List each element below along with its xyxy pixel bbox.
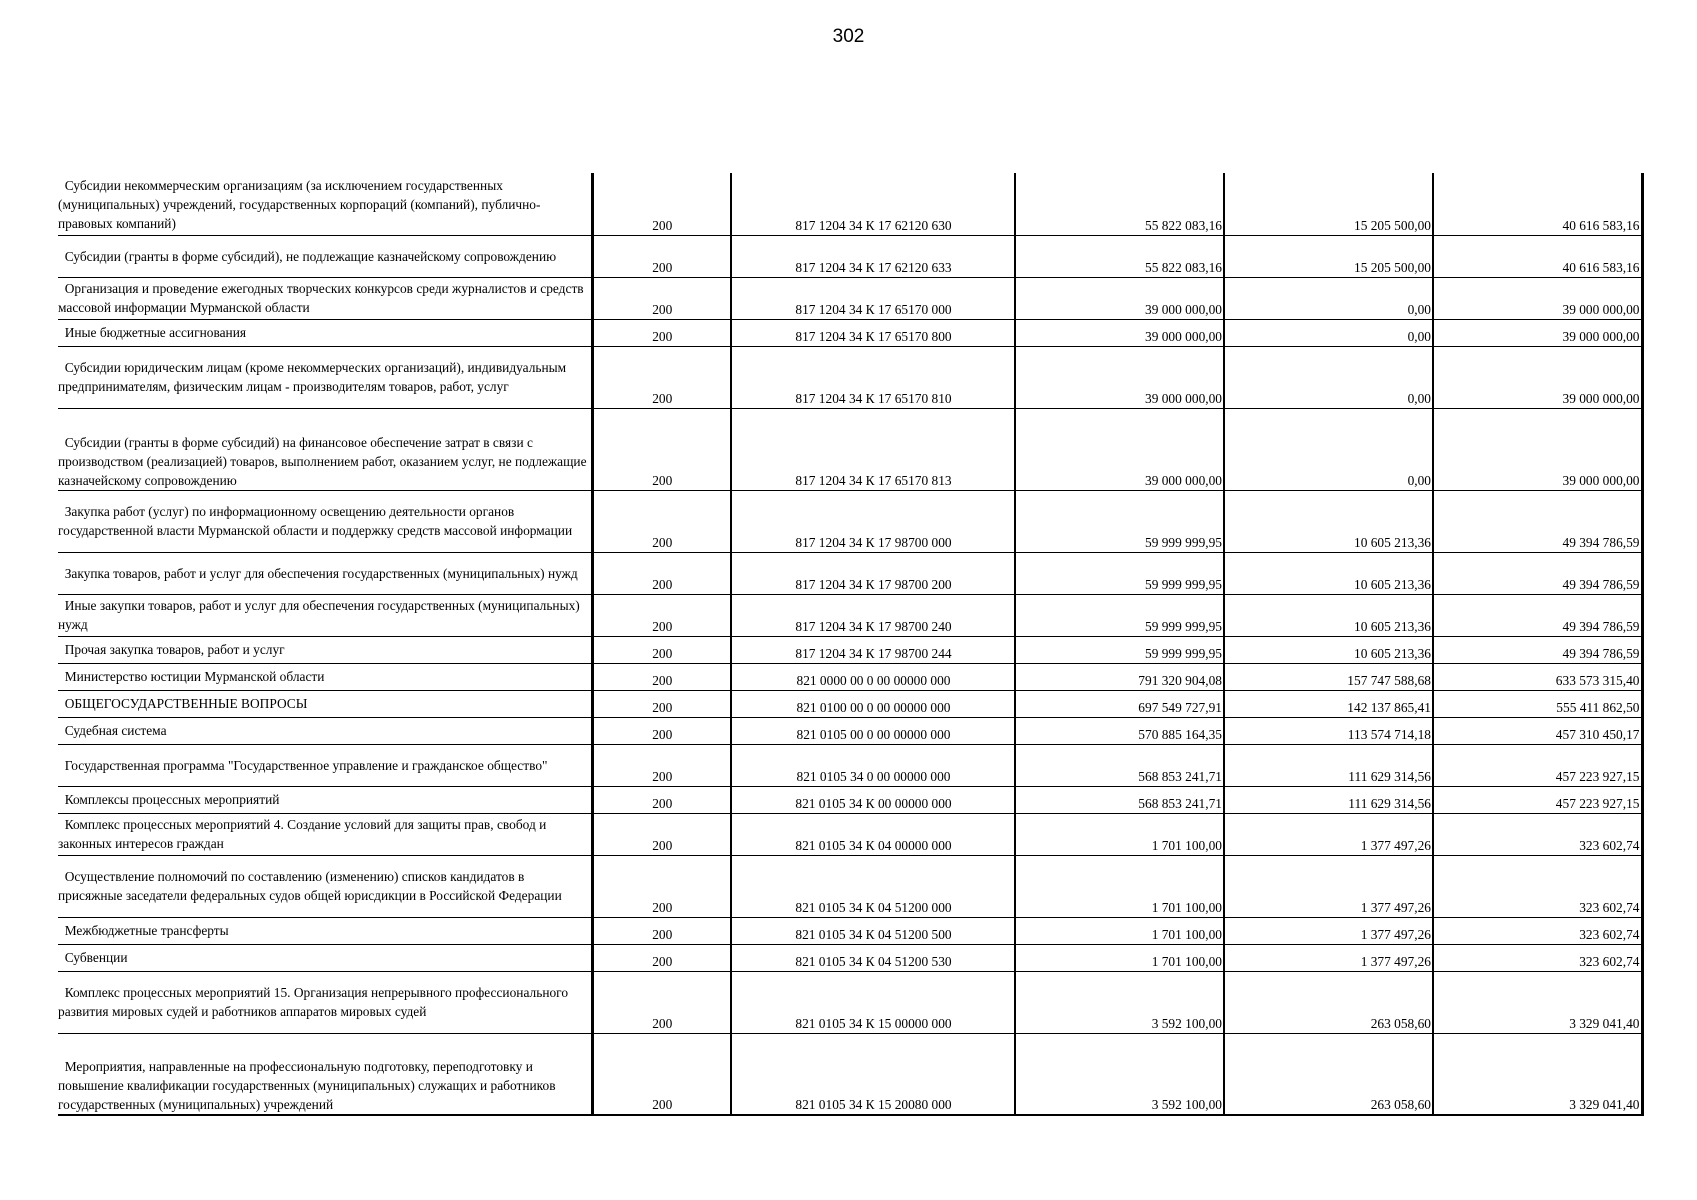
row-executed: 142 137 865,41 bbox=[1224, 690, 1433, 717]
row-name: Иные бюджетные ассигнования bbox=[58, 319, 592, 346]
row-unexecuted: 39 000 000,00 bbox=[1433, 346, 1642, 408]
row-code: 200 bbox=[592, 944, 731, 971]
row-code: 200 bbox=[592, 744, 731, 786]
row-unexecuted: 457 223 927,15 bbox=[1433, 744, 1642, 786]
row-unexecuted: 49 394 786,59 bbox=[1433, 552, 1642, 594]
row-classification: 821 0105 34 К 00 00000 000 bbox=[731, 786, 1015, 813]
row-classification: 817 1204 34 К 17 98700 200 bbox=[731, 552, 1015, 594]
row-code: 200 bbox=[592, 173, 731, 235]
row-unexecuted: 555 411 862,50 bbox=[1433, 690, 1642, 717]
row-approved: 1 701 100,00 bbox=[1015, 855, 1224, 917]
row-name: Субвенции bbox=[58, 944, 592, 971]
table-row bbox=[58, 277, 1642, 319]
row-approved: 55 822 083,16 bbox=[1015, 173, 1224, 235]
table-body bbox=[58, 173, 1642, 1115]
table-row bbox=[58, 552, 1642, 594]
row-executed: 1 377 497,26 bbox=[1224, 944, 1433, 971]
row-executed: 0,00 bbox=[1224, 277, 1433, 319]
row-name: Судебная система bbox=[58, 717, 592, 744]
row-unexecuted: 49 394 786,59 bbox=[1433, 490, 1642, 552]
row-code: 200 bbox=[592, 235, 731, 277]
row-executed: 0,00 bbox=[1224, 408, 1433, 490]
row-classification: 817 1204 34 К 17 65170 813 bbox=[731, 408, 1015, 490]
row-executed: 10 605 213,36 bbox=[1224, 594, 1433, 636]
row-code: 200 bbox=[592, 717, 731, 744]
row-unexecuted: 323 602,74 bbox=[1433, 944, 1642, 971]
row-unexecuted: 49 394 786,59 bbox=[1433, 636, 1642, 663]
row-classification: 817 1204 34 К 17 65170 810 bbox=[731, 346, 1015, 408]
row-code: 200 bbox=[592, 319, 731, 346]
table-row bbox=[58, 235, 1642, 277]
row-approved: 3 592 100,00 bbox=[1015, 1033, 1224, 1115]
row-approved: 697 549 727,91 bbox=[1015, 690, 1224, 717]
budget-execution-table bbox=[58, 173, 1644, 1116]
row-classification: 821 0105 34 К 04 00000 000 bbox=[731, 813, 1015, 855]
row-name: Межбюджетные трансферты bbox=[58, 917, 592, 944]
row-executed: 15 205 500,00 bbox=[1224, 235, 1433, 277]
row-classification: 821 0105 00 0 00 00000 000 bbox=[731, 717, 1015, 744]
row-code: 200 bbox=[592, 917, 731, 944]
row-name: Осуществление полномочий по составлению (изменению) списков кандидатов в присяжные заседатели федеральных судов общей юрисдикции в Российской Федерации bbox=[58, 855, 592, 917]
row-approved: 59 999 999,95 bbox=[1015, 552, 1224, 594]
row-approved: 1 701 100,00 bbox=[1015, 813, 1224, 855]
row-classification: 821 0105 34 К 15 00000 000 bbox=[731, 971, 1015, 1033]
row-code: 200 bbox=[592, 636, 731, 663]
row-executed: 0,00 bbox=[1224, 346, 1433, 408]
table-row bbox=[58, 786, 1642, 813]
page-number: 302 bbox=[832, 26, 865, 47]
row-code: 200 bbox=[592, 552, 731, 594]
row-code: 200 bbox=[592, 663, 731, 690]
table-row bbox=[58, 813, 1642, 855]
row-name: Закупка товаров, работ и услуг для обеспечения государственных (муниципальных) нужд bbox=[58, 552, 592, 594]
row-unexecuted: 457 223 927,15 bbox=[1433, 786, 1642, 813]
table-row bbox=[58, 346, 1642, 408]
row-executed: 15 205 500,00 bbox=[1224, 173, 1433, 235]
row-classification: 821 0000 00 0 00 00000 000 bbox=[731, 663, 1015, 690]
table-row bbox=[58, 855, 1642, 917]
row-approved: 568 853 241,71 bbox=[1015, 744, 1224, 786]
row-name: Закупка работ (услуг) по информационному освещению деятельности органов государственной власти Мурманской области и поддержку средств массовой информации bbox=[58, 490, 592, 552]
table-row bbox=[58, 944, 1642, 971]
row-unexecuted: 633 573 315,40 bbox=[1433, 663, 1642, 690]
row-classification: 817 1204 34 К 17 65170 800 bbox=[731, 319, 1015, 346]
row-unexecuted: 3 329 041,40 bbox=[1433, 971, 1642, 1033]
table-row bbox=[58, 917, 1642, 944]
row-approved: 1 701 100,00 bbox=[1015, 917, 1224, 944]
row-name: Комплекс процессных мероприятий 4. Создание условий для защиты прав, свобод и законных интересов граждан bbox=[58, 813, 592, 855]
row-unexecuted: 323 602,74 bbox=[1433, 813, 1642, 855]
table-row bbox=[58, 636, 1642, 663]
row-name: Субсидии (гранты в форме субсидий), не подлежащие казначейскому сопровождению bbox=[58, 235, 592, 277]
row-executed: 263 058,60 bbox=[1224, 971, 1433, 1033]
row-classification: 817 1204 34 К 17 65170 000 bbox=[731, 277, 1015, 319]
table-row bbox=[58, 319, 1642, 346]
row-executed: 10 605 213,36 bbox=[1224, 636, 1433, 663]
row-classification: 817 1204 34 К 17 62120 630 bbox=[731, 173, 1015, 235]
row-name: Комплексы процессных мероприятий bbox=[58, 786, 592, 813]
row-approved: 55 822 083,16 bbox=[1015, 235, 1224, 277]
row-classification: 821 0105 34 0 00 00000 000 bbox=[731, 744, 1015, 786]
row-unexecuted: 323 602,74 bbox=[1433, 855, 1642, 917]
table-row bbox=[58, 1033, 1642, 1115]
row-unexecuted: 39 000 000,00 bbox=[1433, 277, 1642, 319]
row-code: 200 bbox=[592, 594, 731, 636]
row-name: Государственная программа "Государственное управление и гражданское общество" bbox=[58, 744, 592, 786]
table-row bbox=[58, 690, 1642, 717]
row-name: Министерство юстиции Мурманской области bbox=[58, 663, 592, 690]
row-unexecuted: 49 394 786,59 bbox=[1433, 594, 1642, 636]
row-executed: 111 629 314,56 bbox=[1224, 744, 1433, 786]
row-code: 200 bbox=[592, 855, 731, 917]
row-code: 200 bbox=[592, 813, 731, 855]
row-approved: 59 999 999,95 bbox=[1015, 636, 1224, 663]
row-classification: 821 0100 00 0 00 00000 000 bbox=[731, 690, 1015, 717]
row-approved: 568 853 241,71 bbox=[1015, 786, 1224, 813]
row-classification: 817 1204 34 К 17 98700 240 bbox=[731, 594, 1015, 636]
row-approved: 1 701 100,00 bbox=[1015, 944, 1224, 971]
table-row bbox=[58, 717, 1642, 744]
row-executed: 111 629 314,56 bbox=[1224, 786, 1433, 813]
row-unexecuted: 323 602,74 bbox=[1433, 917, 1642, 944]
row-unexecuted: 39 000 000,00 bbox=[1433, 408, 1642, 490]
row-name: Комплекс процессных мероприятий 15. Организация непрерывного профессионального развития мировых судей и работников аппаратов мировых судей bbox=[58, 971, 592, 1033]
row-name: Субсидии некоммерческим организациям (за исключением государственных (муниципальных) учреждений, государственных корпораций (компаний), публично-правовых компаний) bbox=[58, 173, 592, 235]
row-approved: 39 000 000,00 bbox=[1015, 408, 1224, 490]
row-approved: 791 320 904,08 bbox=[1015, 663, 1224, 690]
row-classification: 817 1204 34 К 17 98700 244 bbox=[731, 636, 1015, 663]
row-classification: 821 0105 34 К 04 51200 530 bbox=[731, 944, 1015, 971]
row-approved: 39 000 000,00 bbox=[1015, 346, 1224, 408]
table-row bbox=[58, 971, 1642, 1033]
row-code: 200 bbox=[592, 1033, 731, 1115]
row-name: ОБЩЕГОСУДАРСТВЕННЫЕ ВОПРОСЫ bbox=[58, 690, 592, 717]
row-unexecuted: 39 000 000,00 bbox=[1433, 319, 1642, 346]
row-executed: 10 605 213,36 bbox=[1224, 552, 1433, 594]
row-classification: 817 1204 34 К 17 62120 633 bbox=[731, 235, 1015, 277]
row-code: 200 bbox=[592, 786, 731, 813]
row-executed: 0,00 bbox=[1224, 319, 1433, 346]
table-row bbox=[58, 744, 1642, 786]
row-unexecuted: 3 329 041,40 bbox=[1433, 1033, 1642, 1115]
table-row bbox=[58, 663, 1642, 690]
row-executed: 263 058,60 bbox=[1224, 1033, 1433, 1115]
row-unexecuted: 40 616 583,16 bbox=[1433, 235, 1642, 277]
row-code: 200 bbox=[592, 346, 731, 408]
row-executed: 113 574 714,18 bbox=[1224, 717, 1433, 744]
table-row bbox=[58, 490, 1642, 552]
row-name: Прочая закупка товаров, работ и услуг bbox=[58, 636, 592, 663]
row-classification: 821 0105 34 К 04 51200 000 bbox=[731, 855, 1015, 917]
row-code: 200 bbox=[592, 277, 731, 319]
row-approved: 570 885 164,35 bbox=[1015, 717, 1224, 744]
row-code: 200 bbox=[592, 408, 731, 490]
row-unexecuted: 40 616 583,16 bbox=[1433, 173, 1642, 235]
row-classification: 817 1204 34 К 17 98700 000 bbox=[731, 490, 1015, 552]
row-unexecuted: 457 310 450,17 bbox=[1433, 717, 1642, 744]
row-name: Субсидии юридическим лицам (кроме некоммерческих организаций), индивидуальным предпринимателям, физическим лицам - производителям товаров, работ, услуг bbox=[58, 346, 592, 408]
row-classification: 821 0105 34 К 04 51200 500 bbox=[731, 917, 1015, 944]
row-executed: 157 747 588,68 bbox=[1224, 663, 1433, 690]
row-approved: 39 000 000,00 bbox=[1015, 277, 1224, 319]
row-code: 200 bbox=[592, 690, 731, 717]
row-approved: 59 999 999,95 bbox=[1015, 490, 1224, 552]
table-row bbox=[58, 173, 1642, 235]
row-executed: 10 605 213,36 bbox=[1224, 490, 1433, 552]
row-approved: 3 592 100,00 bbox=[1015, 971, 1224, 1033]
row-approved: 39 000 000,00 bbox=[1015, 319, 1224, 346]
row-executed: 1 377 497,26 bbox=[1224, 813, 1433, 855]
table-row bbox=[58, 594, 1642, 636]
row-name: Субсидии (гранты в форме субсидий) на финансовое обеспечение затрат в связи с производством (реализацией) товаров, выполнением работ, оказанием услуг, не подлежащие казначейскому сопровождению bbox=[58, 408, 592, 490]
row-code: 200 bbox=[592, 971, 731, 1033]
row-executed: 1 377 497,26 bbox=[1224, 917, 1433, 944]
row-classification: 821 0105 34 К 15 20080 000 bbox=[731, 1033, 1015, 1115]
row-approved: 59 999 999,95 bbox=[1015, 594, 1224, 636]
row-name: Организация и проведение ежегодных творческих конкурсов среди журналистов и средств массовой информации Мурманской области bbox=[58, 277, 592, 319]
row-name: Мероприятия, направленные на профессиональную подготовку, переподготовку и повышение квалификации государственных (муниципальных) служащих и работников государственных (муниципальных) учреждений bbox=[58, 1033, 592, 1115]
table-row bbox=[58, 408, 1642, 490]
row-executed: 1 377 497,26 bbox=[1224, 855, 1433, 917]
row-code: 200 bbox=[592, 490, 731, 552]
row-name: Иные закупки товаров, работ и услуг для обеспечения государственных (муниципальных) нужд bbox=[58, 594, 592, 636]
